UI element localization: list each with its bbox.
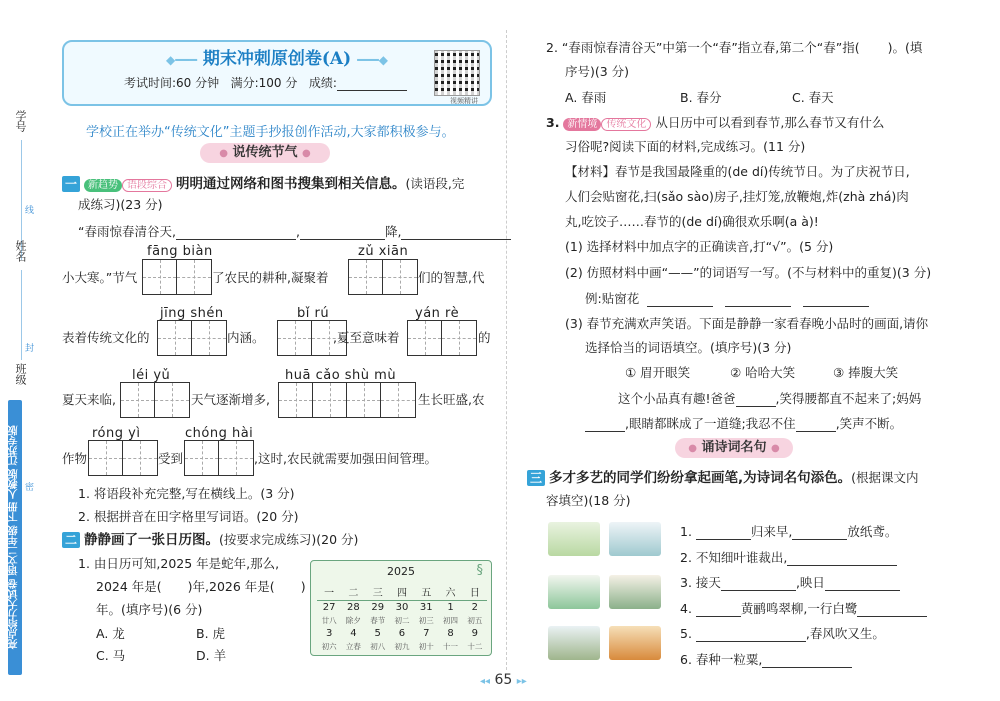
section-title-festivals: ● 说传统节气 ●: [200, 143, 330, 163]
q2-line-3: 年。(填序号)(6 分): [96, 602, 203, 617]
answer-blank[interactable]: [736, 406, 776, 407]
snake-icon: §: [476, 563, 483, 578]
full-score: 满分:100 分: [230, 76, 298, 90]
option-c[interactable]: C. 春天: [792, 90, 834, 105]
q2-3-head: 3. 新情境 传统文化 从日历中可以看到春节,那么春节又有什么: [546, 115, 885, 130]
answer-blank[interactable]: [803, 306, 869, 307]
answer-blank[interactable]: [725, 306, 791, 307]
option-c[interactable]: C. 马: [96, 648, 126, 663]
lotus-picture: [548, 575, 600, 609]
blank-1c[interactable]: [401, 239, 511, 240]
laugh-option-3[interactable]: ③ 捧腹大笑: [833, 365, 899, 380]
option-d[interactable]: D. 羊: [196, 648, 227, 663]
page-title: ◆━━━ 期末冲刺原创卷(A) ━━━◆: [166, 49, 388, 69]
passage-line-2b: 了农民的耕种,凝聚着: [212, 270, 329, 285]
grassland-picture: [548, 626, 600, 660]
pinyin-fangbian: fāng biàn: [147, 244, 213, 259]
question-2-head: [62, 528, 358, 548]
willow-picture: [609, 522, 661, 556]
kite-children-picture: [548, 522, 600, 556]
notice-text: 学校正在举办“传统文化”主题手抄报创作活动,大家都积极参与。: [86, 125, 455, 140]
calendar: [310, 560, 492, 656]
student-id-label: 学号: [14, 110, 27, 132]
class-label: 班级: [14, 363, 27, 385]
question-number: 二: [62, 532, 80, 548]
seal-mark-1: 线: [23, 205, 33, 214]
laugh-option-2[interactable]: ② 哈哈大笑: [730, 365, 796, 380]
question-1-head: [62, 172, 502, 192]
qr-label: 视频精讲: [450, 97, 478, 105]
passage-line-3b: 内涵。: [227, 330, 265, 345]
answer-blank[interactable]: [647, 306, 713, 307]
column-divider: [506, 30, 507, 670]
grid-leiyu[interactable]: [120, 382, 190, 418]
question-1-instr: (读语段,完: [405, 176, 465, 191]
question-2-text: 静静画了一张日历图。: [83, 532, 219, 548]
pinyin-leiyu: léi yǔ: [132, 368, 171, 383]
answer-blank[interactable]: [721, 590, 796, 591]
exam-time: 考试时间:60 分钟: [124, 76, 220, 90]
calendar-year: 2025: [387, 565, 415, 578]
passage-line-3c: ,夏至意味着: [333, 330, 400, 345]
poem-1: 1. 归来早, 放纸鸢。: [680, 524, 898, 539]
name-label: 姓名: [14, 240, 27, 262]
passage-line-3d: 的: [478, 330, 491, 345]
series-strip: 亮点给力大试卷 语文二年级 下册 人教版 江苏专版: [8, 400, 22, 675]
sub-q3-line-2: 选择恰当的词语填空。(填序号)(3 分): [585, 340, 792, 355]
answer-blank[interactable]: [825, 590, 900, 591]
laugh-option-1[interactable]: ① 眉开眼笑: [625, 365, 691, 380]
sub-q1: (1) 选择材料中加点字的正确读音,打“√”。(5 分): [565, 239, 834, 254]
q1-sub-1: 1. 将语段补充完整,写在横线上。(3 分): [78, 486, 295, 501]
passage-line-2c: 们的智慧,代: [418, 270, 485, 285]
q2-2-line-2: 序号)(3 分): [565, 64, 630, 79]
q2-line-1: 1. 由日历可知,2025 年是蛇年,那么,: [78, 556, 280, 571]
birds-willow-picture: [609, 575, 661, 609]
example-line: 例:贴窗花: [585, 289, 869, 307]
tag-type: 语段综合: [122, 179, 172, 192]
answer-blank[interactable]: [696, 641, 806, 642]
section-title-poems: ● 诵诗词名句 ●: [675, 438, 793, 458]
question-1-text: 明明通过网络和图书搜集到相关信息。: [175, 176, 406, 192]
pinyin-chonghai: chóng hài: [185, 426, 254, 441]
blank-1a[interactable]: [176, 239, 296, 240]
answer-blank[interactable]: [796, 431, 836, 432]
poem-4: 4. 黄鹂鸣翠柳,一行白鹭: [680, 599, 927, 617]
question-3-instr: (根据课文内: [851, 470, 919, 485]
sub-q3-line-1: (3) 春节充满欢声笑语。下面是静静一家看春晚小品时的画面,请你: [565, 316, 929, 331]
passage-line-1: “春雨惊春清谷天, , 降,: [78, 222, 511, 240]
material-line-3: 丸,吃饺子……春节的(de dí)确很欢乐啊(a à)!: [565, 214, 819, 229]
farmer-picture: [609, 626, 661, 660]
grid-rongyi[interactable]: [88, 440, 158, 476]
binding-margin: [0, 0, 34, 701]
answer-blank[interactable]: [762, 667, 852, 668]
passage-line-5c: ,这时,农民就需要加强田间管理。: [254, 451, 437, 466]
skit-line-1: 这个小品真有趣!爸爸 ,笑得腰都直不起来了;妈妈: [618, 391, 922, 406]
answer-blank[interactable]: [787, 565, 897, 566]
pinyin-zuxian: zǔ xiān: [358, 244, 409, 259]
question-number: 三: [527, 470, 545, 486]
passage-line-4b: 天气逐渐增多,: [191, 392, 270, 407]
option-b[interactable]: B. 春分: [680, 90, 722, 105]
grid-huacaoshumu[interactable]: [278, 382, 416, 418]
qr-code-icon[interactable]: [434, 50, 480, 96]
page-number: ◂◂ 65 ▸▸: [480, 672, 527, 688]
question-3-head: [527, 466, 967, 486]
sub-q2: (2) 仿照材料中画“——”的词语写一写。(不与材料中的重复)(3 分): [565, 265, 932, 280]
option-b[interactable]: B. 虎: [196, 626, 226, 641]
question-number: 一: [62, 176, 80, 192]
answer-blank[interactable]: [792, 539, 847, 540]
q2-3-head-2: 习俗呢?阅读下面的材料,完成练习。(11 分): [565, 139, 806, 154]
q2-line-2: 2024 年是( )年,2026 年是( ): [96, 579, 306, 594]
pinyin-yanre: yán rè: [415, 306, 460, 321]
grid-jingshen[interactable]: [157, 320, 227, 356]
seal-mark-2: 封: [23, 343, 33, 352]
pinyin-huacaoshumu: huā cǎo shù mù: [285, 368, 397, 383]
score-label: 成绩:: [308, 76, 337, 90]
grid-yanre[interactable]: [407, 320, 477, 356]
tag-new-context: 新情境: [563, 118, 601, 131]
pinyin-rongyi: róng yì: [92, 426, 141, 441]
title-box: [62, 40, 492, 106]
passage-line-5a: 作物: [62, 451, 88, 466]
answer-blank[interactable]: [696, 539, 751, 540]
poem-5: 5. ,春风吹又生。: [680, 626, 885, 641]
passage-line-3a: 表着传统文化的: [62, 330, 150, 345]
q1-sub-2: 2. 根据拼音在田字格里写词语。(20 分): [78, 509, 299, 524]
material-line-1: 【材料】春节是我国最隆重的(de dí)传统节日。为了庆祝节日,: [565, 164, 910, 179]
poem-6: 6. 春种一粒粟,: [680, 650, 852, 668]
passage-line-2a: 小大寒。”节气: [62, 270, 138, 285]
calendar-table: 一 二 三 四 五 六 日 27 28 29 30 31 1 2 廿八 除夕 春节 初二 初三 初四 初五 3 4 5 6 7 8 9 初六 立春 初八 初九 初十 十一 十二: [317, 583, 487, 653]
question-2-instr: (按要求完成练习)(20 分): [218, 532, 359, 547]
question-3-text: 多才多艺的同学们纷纷拿起画笔,为诗词名句添色。: [548, 470, 852, 486]
exam-info: [124, 74, 407, 91]
tag-culture: 传统文化: [601, 118, 651, 131]
passage-line-4c: 生长旺盛,农: [418, 392, 485, 407]
grid-zuxian[interactable]: [348, 259, 418, 295]
q2-2-line-1: 2. “春雨惊春清谷天”中第一个“春”指立春,第二个“春”指( )。(填: [546, 40, 923, 55]
answer-blank[interactable]: [696, 616, 741, 617]
pinyin-jingshen: jīng shén: [160, 306, 224, 321]
tag-trend: 新趋势: [84, 179, 122, 192]
option-a[interactable]: A. 春雨: [565, 90, 607, 105]
poem-3: 3. 接天 ,映日: [680, 573, 900, 591]
material-line-2: 人们会贴窗花,扫(sǎo sào)房子,挂灯笼,放鞭炮,炸(zhà zhá)肉: [565, 189, 909, 204]
option-a[interactable]: A. 龙: [96, 626, 125, 641]
skit-line-2: ,眼睛都眯成了一道缝;我忍不住 ,笑声不断。: [585, 414, 902, 432]
question-3-score: 容填空)(18 分): [546, 493, 631, 508]
passage-line-5b: 受到: [158, 451, 184, 466]
answer-blank[interactable]: [585, 431, 625, 432]
score-blank[interactable]: [337, 90, 407, 91]
seal-mark-3: 密: [23, 482, 33, 491]
grid-chonghai[interactable]: [184, 440, 254, 476]
blank-1b[interactable]: [300, 239, 385, 240]
passage-line-4a: 夏天来临,: [62, 392, 116, 407]
pinyin-biru: bǐ rú: [297, 306, 330, 321]
grid-fangbian[interactable]: [142, 259, 212, 295]
poem-2: 2. 不知细叶谁裁出,: [680, 548, 897, 566]
question-1-score: 成练习)(23 分): [78, 197, 163, 212]
answer-blank[interactable]: [857, 616, 927, 617]
